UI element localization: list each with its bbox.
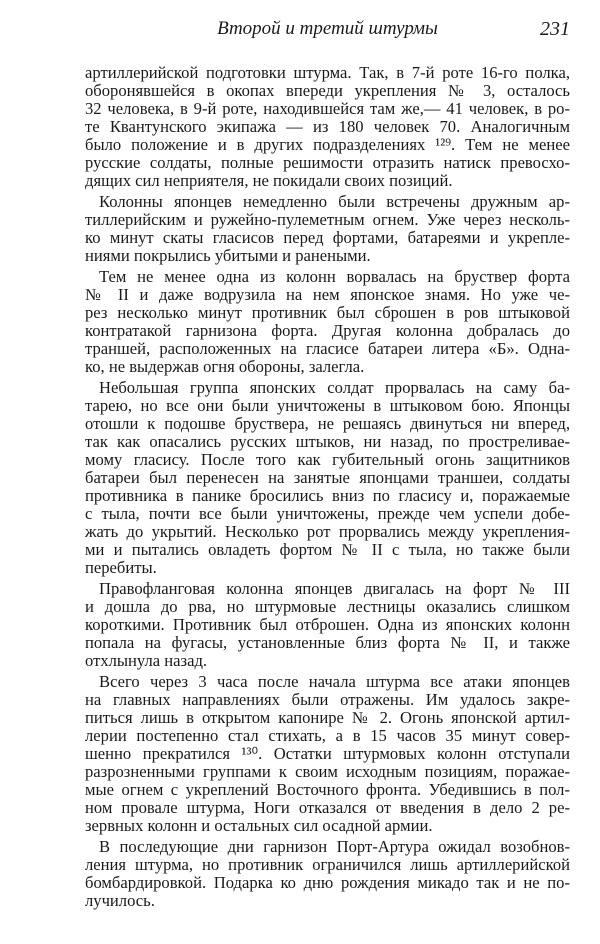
- text-line: питься лишь в открытом капонире № 2. Огонь японской артил-: [85, 708, 570, 727]
- text-line: ления штурма, но противник ограничился лишь артиллерийской: [85, 855, 570, 874]
- text-line: оборонявшейся в окопах впереди укрепления № 3, осталось: [85, 81, 570, 100]
- text-line: Тем не менее одна из колонн ворвалась на бруствер форта: [99, 267, 570, 286]
- text-line: на главных направлениях были отражены. Им удалось закре-: [85, 690, 570, 709]
- text-line: ниями покрылись убитыми и ранеными.: [85, 246, 371, 265]
- body-text: [85, 64, 570, 913]
- page-number: 231: [540, 18, 570, 40]
- text-line: попала на фугасы, установленные близ форта № II, и также: [85, 633, 570, 652]
- text-line: шенно прекратился ¹³⁰. Остатки штурмовых колонн отступали: [85, 744, 570, 763]
- paragraph: [85, 64, 570, 190]
- text-line: жать до укрытий. Несколько рот прорвались между укрепления-: [85, 522, 570, 541]
- text-line: № II и даже водрузила на нем японское знамя. Но уже че-: [85, 285, 570, 304]
- paragraph: [85, 673, 570, 835]
- paragraph: [85, 268, 570, 376]
- text-line: с тыла, почти все были уничтожены, прежде чем успели добе-: [85, 504, 570, 523]
- text-line: те Квантунского экипажа — из 180 человек 70. Аналогичным: [85, 117, 570, 136]
- text-line: Всего через 3 часа после начала штурма все атаки японцев: [99, 672, 570, 691]
- text-line: тарею, но все они были уничтожены в штыковом бою. Японцы: [85, 396, 570, 415]
- text-line: В последующие дни гарнизон Порт-Артура ожидал возобнов-: [99, 837, 570, 856]
- text-line: мому гласису. После того как губительный огонь защитников: [85, 450, 570, 469]
- text-line: дящих сил неприятеля, не покидали своих позиций.: [85, 171, 453, 190]
- paragraph: [85, 580, 570, 670]
- paragraph: [85, 193, 570, 265]
- text-line: короткими. Противник был отброшен. Одна из японских колонн: [85, 615, 570, 634]
- text-line: так как опасались русских штыков, ни назад, по простреливае-: [85, 432, 570, 451]
- text-line: контратакой гарнизона форта. Другая колонна добралась до: [85, 321, 570, 340]
- text-line: Колонны японцев немедленно были встречены дружным ар-: [99, 192, 570, 211]
- text-line: зервных колонн и остальных сил осадной армии.: [85, 816, 433, 835]
- page-header: [85, 18, 570, 44]
- text-line: противника в панике бросились вниз по гласису и, поражаемые: [85, 486, 570, 505]
- text-line: ми и пытались овладеть фортом № II с тыла, но также были: [85, 540, 570, 559]
- text-line: отхлынула назад.: [85, 651, 208, 670]
- text-line: и дошла до рва, но штурмовые лестницы оказались слишком: [85, 597, 570, 616]
- text-line: Правофланговая колонна японцев двигалась на форт № III: [99, 579, 570, 598]
- text-line: ко минут скаты гласисов перед фортами, батареями и укрепле-: [85, 228, 570, 247]
- text-line: тиллерийским и ружейно-пулеметным огнем. Уже через несколь-: [85, 210, 570, 229]
- text-line: было положение и в других подразделениях ¹²⁹. Тем не менее: [85, 135, 570, 154]
- text-line: русские солдаты, полные решимости отразить натиск превосхо-: [85, 153, 570, 172]
- text-line: лучилось.: [85, 891, 155, 910]
- text-line: разрозненными группами к своим исходным позициям, поражае-: [85, 762, 570, 781]
- text-line: бомбардировкой. Подарка ко дню рождения микадо так и не по-: [85, 873, 570, 892]
- text-line: ко, не выдержав огня обороны, залегла.: [85, 357, 365, 376]
- running-title: Второй и третий штурмы: [217, 18, 438, 39]
- text-line: лерии постепенно стал стихать, а в 15 часов 35 минут совер-: [85, 726, 570, 745]
- paragraph: [85, 379, 570, 577]
- text-line: траншей, расположенных на гласисе батареи литера «Б». Одна-: [85, 339, 570, 358]
- text-line: ном провале штурма, Ноги отказался от введения в дело 2 ре-: [85, 798, 570, 817]
- text-line: мые огнем с укреплений Восточного фронта. Убедившись в пол-: [85, 780, 570, 799]
- text-line: перебиты.: [85, 558, 157, 577]
- text-line: батареи был перенесен на занятые японцами траншеи, солдаты: [85, 468, 570, 487]
- paragraph: [85, 838, 570, 910]
- text-line: 32 человека, в 9-й роте, находившейся там же,— 41 человек, в ро-: [85, 99, 570, 118]
- text-line: рез несколько минут противник был сброшен в ров штыковой: [85, 303, 570, 322]
- text-line: отошли к подошве бруствера, не решаясь двинуться ни вперед,: [85, 414, 570, 433]
- text-line: артиллерийской подготовки штурма. Так, в 7-й роте 16-го полка,: [85, 63, 570, 82]
- text-line: Небольшая группа японских солдат прорвалась на саму ба-: [99, 378, 570, 397]
